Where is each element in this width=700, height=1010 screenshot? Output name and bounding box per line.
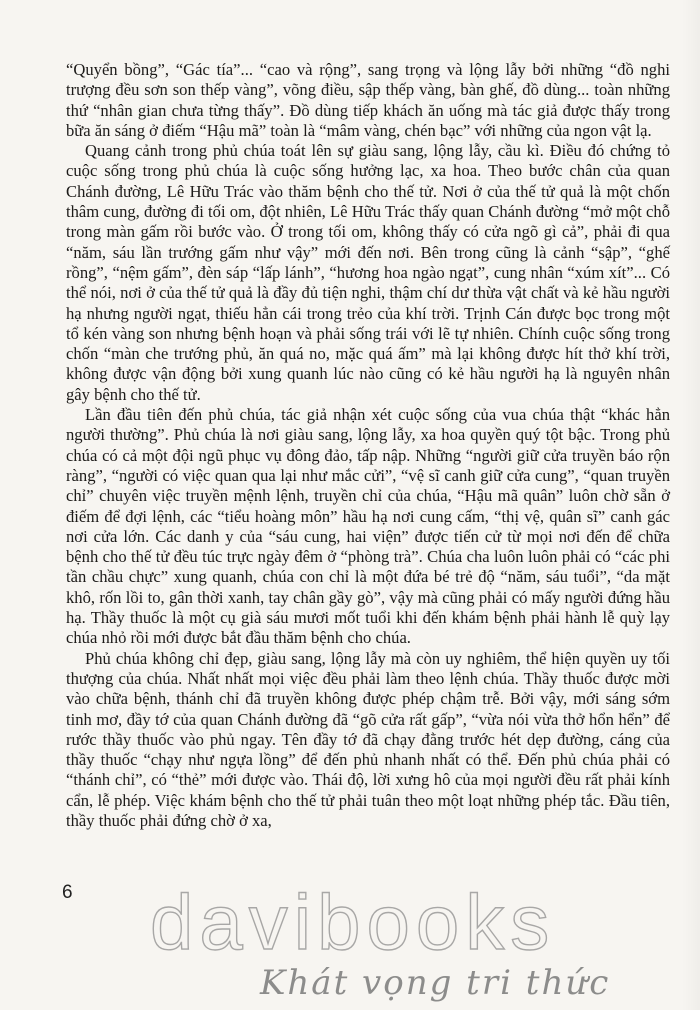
paragraph-4: Phủ chúa không chỉ đẹp, giàu sang, lộng lẫy mà còn uy nghiêm, thể hiện quyền uy tối thượng của chúa. Nhất nhất mọi việc đều phải làm theo lệnh chúa. Thầy thuốc được mời vào chữa bệnh, thánh chỉ đã truyền không được phép chậm trễ. Bởi vậy, mới sáng sớm tinh mơ, đầy tớ của quan Chánh đường đã “gõ cửa rất gấp”, “vừa nói vừa thở hổn hển” để rước thầy thuốc vào phủ ngay. Tên đầy tớ đã chạy đằng trước hét dẹp đường, cáng của thầy thuốc “chạy như ngựa lồng” để đến phủ nhanh nhất có thể. Đến phủ chúa phải có “thánh chỉ”, có “thẻ” mới được vào. Thái độ, lời xưng hô của mọi người đều rất phải kính cẩn, lễ phép. Việc khám bệnh cho thế tử phải tuân theo một loạt những phép tắc. Đầu tiên, thầy thuốc phải đứng chờ ở xa, [66,648,670,830]
body-text [66,60,670,831]
paragraph-1: “Quyển bồng”, “Gác tía”... “cao và rộng”, sang trọng và lộng lẫy bởi những “đồ nghi trượng đều sơn son thếp vàng”, võng điều, sập thếp vàng, bàn ghế, đồ dùng... toàn những thứ “nhân gian chưa từng thấy”. Đồ dùng tiếp khách ăn uống mà tác giả được thấy trong bữa ăn sáng ở điếm “Hậu mã” toàn là “mâm vàng, chén bạc” với những của ngon vật lạ. [66,60,670,140]
watermark-brand: davibooks [150,878,556,966]
page-edge-shadow [682,0,700,1010]
paragraph-3: Lần đầu tiên đến phủ chúa, tác giả nhận xét cuộc sống của vua chúa thật “khác hẳn người thường”. Phủ chúa là nơi giàu sang, lộng lẫy, xa hoa quyền quý tột bậc. Trong phủ chúa có cả một đội ngũ phục vụ đông đảo, tấp nập. Những “người giữ cửa truyền báo rộn ràng”, “người có việc quan qua lại như mắc cửi”, “vệ sĩ canh giữ cửa cung”, “quan truyền chỉ” chuyên việc truyền mệnh lệnh, truyền chỉ của chúa, “Hậu mã quân” luôn chờ sẵn ở điếm để đợi lệnh, các “tiểu hoàng môn” hầu hạ nơi cung cấm, “thị vệ, quân sĩ” canh gác nơi cửa lớn. Các danh y của “sáu cung, hai viện” được tiến cử từ mọi nơi đến để chữa bệnh cho thế tử đều túc trực ngày đêm ở “phòng trà”. Chúa cha luôn luôn phải có “các phi tần chầu chực” xung quanh, chúa con chỉ là một đứa bé trẻ độ “năm, sáu tuổi”, “da mặt khô, rốn lồi to, gân thời xanh, tay chân gầy gò”, vậy mà cũng phải có mấy người đứng hầu hạ. Thầy thuốc là một cụ già sáu mươi mốt tuổi khi đến khám bệnh phải hành lễ quỳ lạy chúa nhỏ rồi mới được bắt đầu thăm bệnh cho chúa. [66,405,670,648]
watermark-tagline: Khát vọng tri thức [260,963,611,1003]
paragraph-2: Quang cảnh trong phủ chúa toát lên sự giàu sang, lộng lẫy, cầu kì. Điều đó chứng tỏ cuộc sống trong phủ chúa là cuộc sống hưởng lạc, xa hoa. Theo bước chân của quan Chánh đường, Lê Hữu Trác vào thăm bệnh cho thế tử. Nơi ở của thế tử quả là một chốn thâm cung, đường đi tối om, đột nhiên, Lê Hữu Trác thấy quan Chánh đường “mở một chỗ trong màn gấm rồi bước vào. Ở trong tối om, không thấy có cửa ngõ gì cả”, phải đi qua “năm, sáu lần trướng gấm như vậy” mới đến nơi. Bên trong cũng là cảnh “sập”, “ghế rồng”, “nệm gấm”, đèn sáp “lấp lánh”, “hương hoa ngào ngạt”, cung nhân “xúm xít”... Có thể nói, nơi ở của thế tử quả là đầy đủ tiện nghi, thậm chí dư thừa vật chất và kẻ hầu người hạ nhưng người ngạt, thiếu hẳn cái trong trẻo của khí trời. Trịnh Cán được bọc trong một tổ kén vàng son nhưng bệnh hoạn và phải sống trái với lẽ tự nhiên. Chính cuộc sống trong chốn “màn che trướng phủ, ăn quá no, mặc quá ấm” mà lại không được hít thở khí trời, không được vận động bởi xung quanh lúc nào cũng có kẻ hầu người hạ là nguyên nhân gây bệnh cho thế tử. [66,141,670,404]
page-number: 6 [62,882,73,903]
